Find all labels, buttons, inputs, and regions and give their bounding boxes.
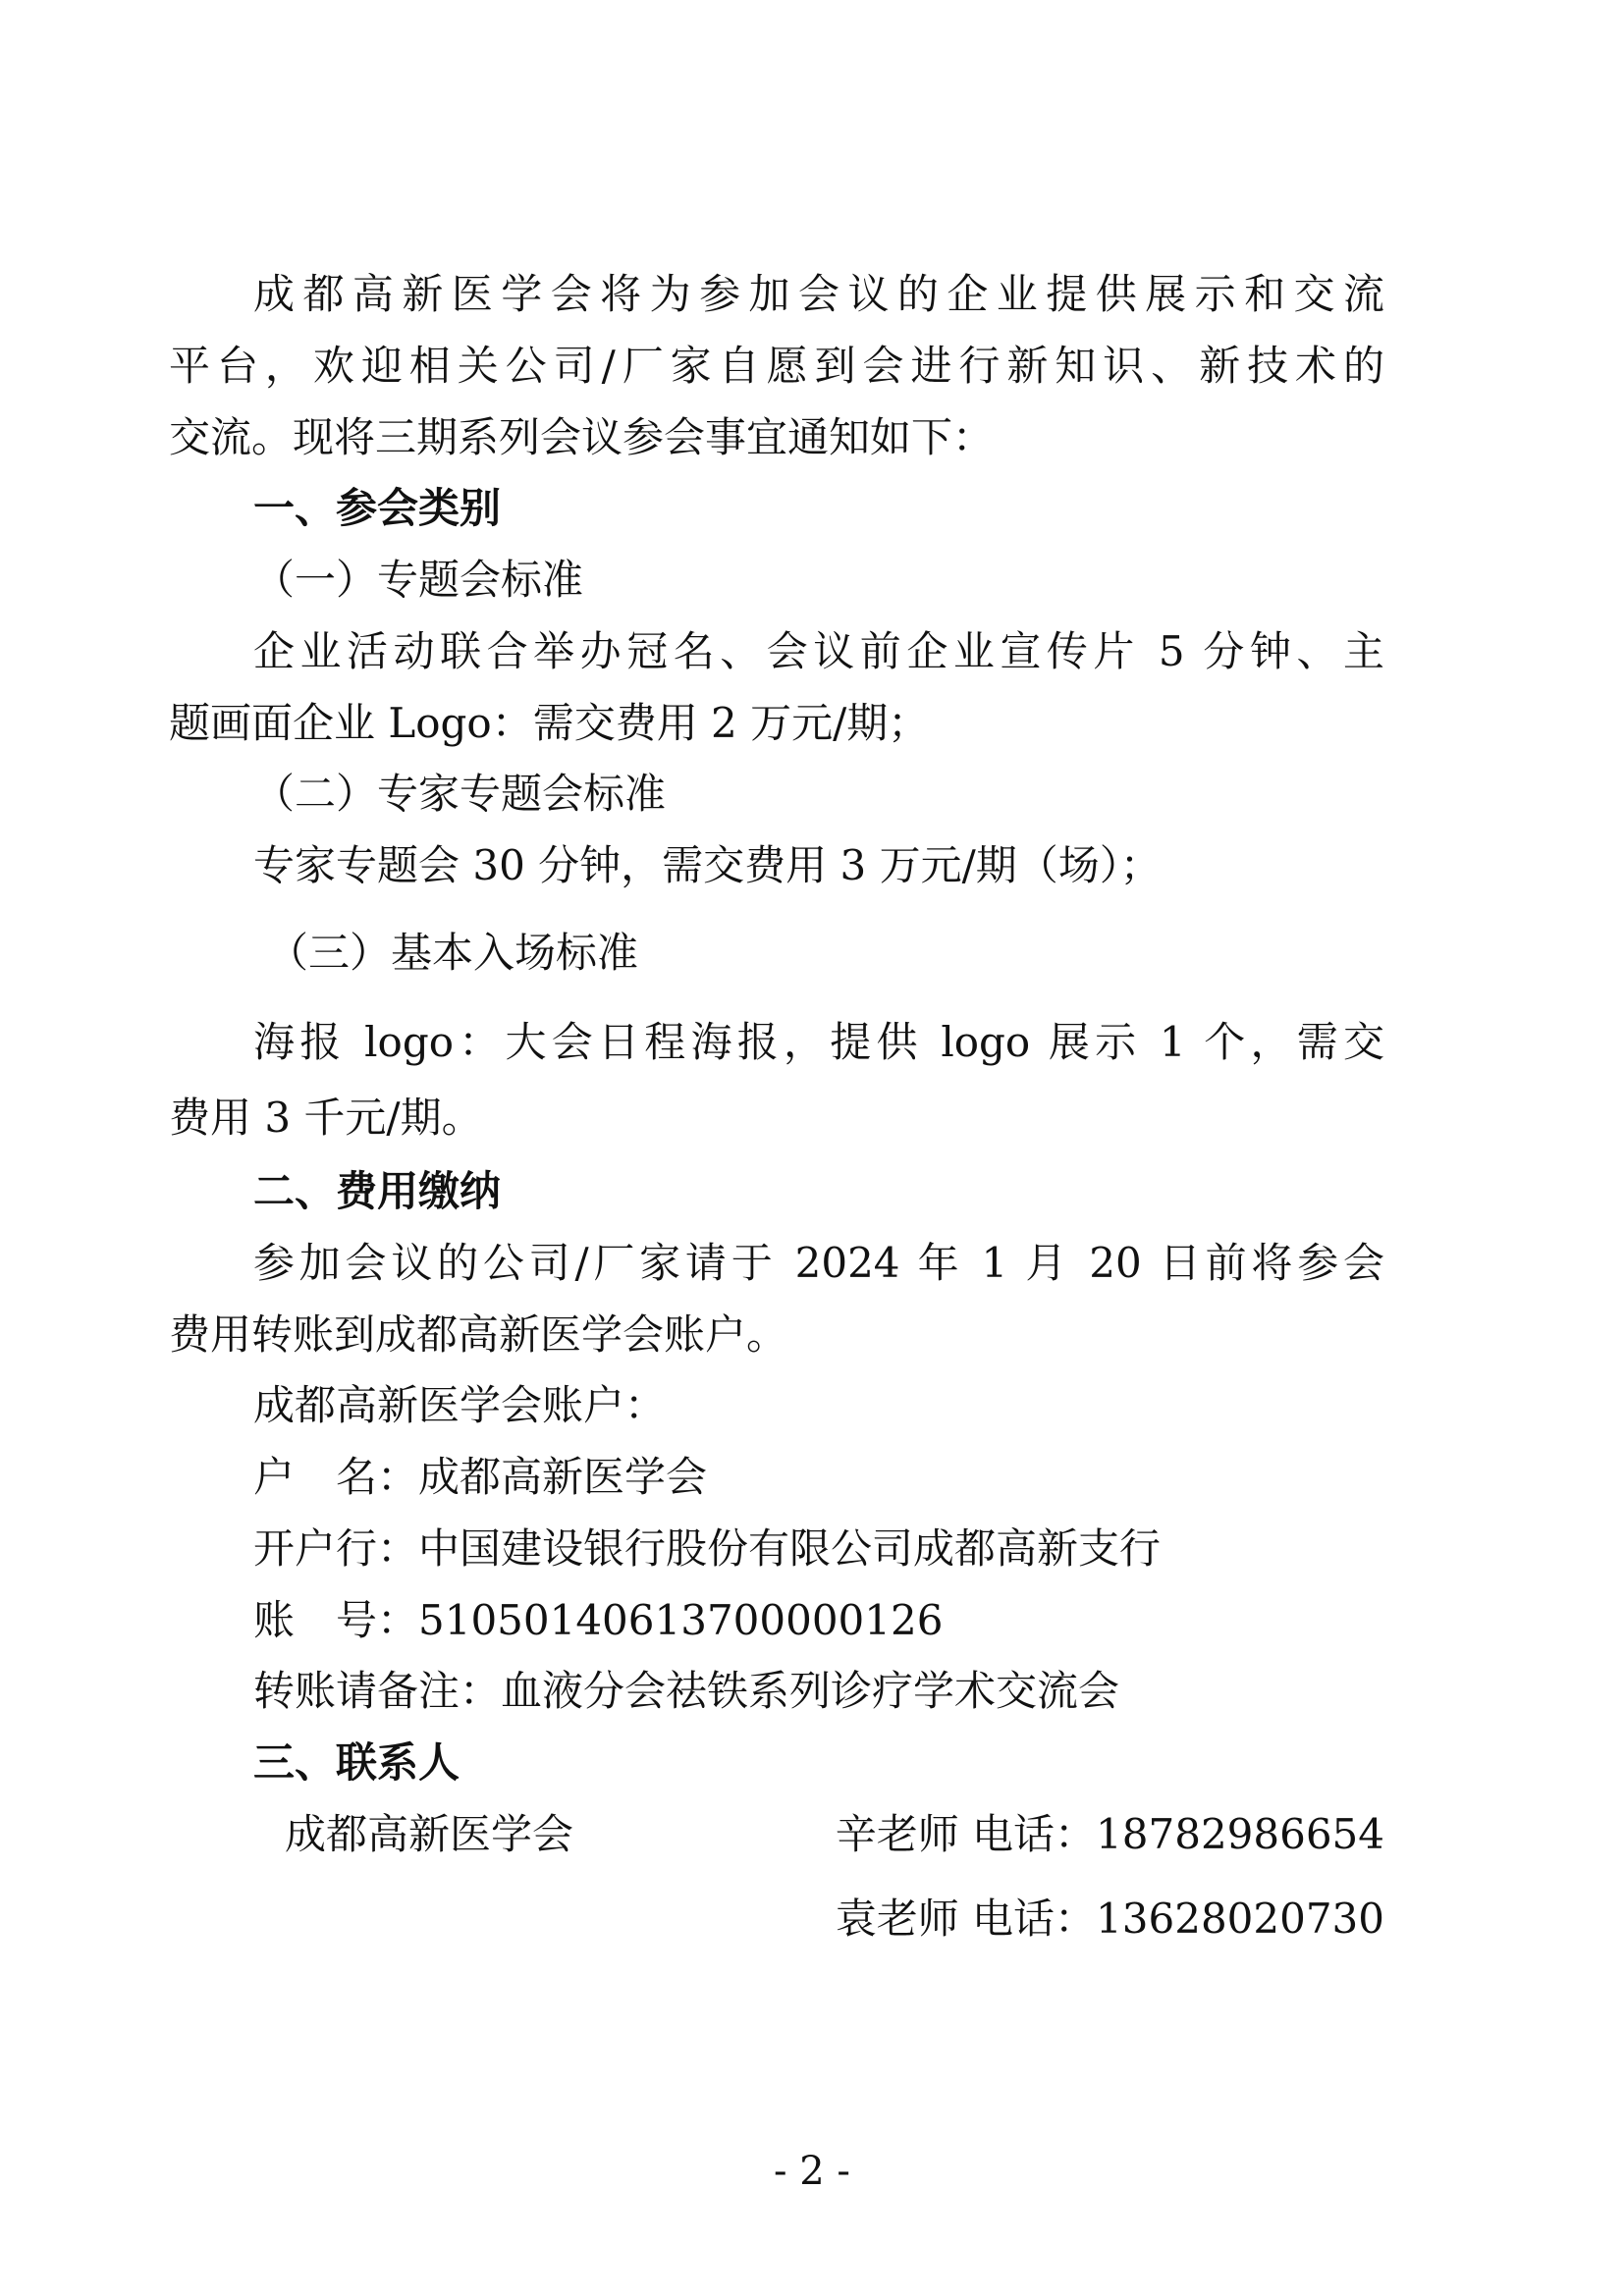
contact-1: 辛老师 电话：18782986654 [835, 1810, 1384, 1858]
account-bank: 开户行：中国建设银行股份有限公司成都高新支行 [253, 1524, 1162, 1573]
intro-line-3: 交流。现将三期系列会议参会事宜通知如下： [169, 413, 995, 461]
section-3-heading: 三、联系人 [253, 1738, 460, 1787]
account-name: 户 名：成都高新医学会 [253, 1453, 708, 1501]
page-number: - 2 - [774, 2149, 850, 2194]
contact-organization: 成都高新医学会 [285, 1810, 574, 1858]
account-number: 账 号：51050140613700000126 [253, 1596, 944, 1644]
section-2-heading: 二、费用缴纳 [253, 1167, 502, 1215]
subsection-1-line-2: 题画面企业 Logo：需交费用 2 万元/期； [169, 699, 930, 747]
subsection-2-line-1: 专家专题会 30 分钟，需交费用 3 万元/期（场）； [253, 841, 1162, 889]
section-2-line-2: 费用转账到成都高新医学会账户。 [169, 1310, 788, 1359]
account-title: 成都高新医学会账户： [253, 1381, 667, 1429]
subsection-3-line-1: 海报 logo：大会日程海报，提供 logo 展示 1 个，需交 [253, 1018, 1384, 1066]
section-2-line-1: 参加会议的公司/厂家请于 2024 年 1 月 20 日前将参会 [253, 1239, 1384, 1287]
subsection-2-heading: （二）专家专题会标准 [253, 770, 667, 818]
transfer-remark: 转账请备注：血液分会祛铁系列诊疗学术交流会 [253, 1667, 1120, 1715]
subsection-3-line-2: 费用 3 千元/期。 [169, 1094, 483, 1142]
subsection-1-heading: （一）专题会标准 [253, 556, 584, 604]
section-1-heading: 一、参会类别 [253, 484, 502, 532]
contact-2: 袁老师 电话：13628020730 [835, 1895, 1384, 1943]
intro-line-1: 成都高新医学会将为参加会议的企业提供展示和交流 [253, 270, 1384, 318]
subsection-1-line-1: 企业活动联合举办冠名、会议前企业宣传片 5 分钟、主 [253, 627, 1384, 675]
subsection-3-heading: （三）基本入场标准 [267, 929, 639, 977]
intro-line-2: 平台，欢迎相关公司/厂家自愿到会进行新知识、新技术的 [169, 342, 1384, 390]
